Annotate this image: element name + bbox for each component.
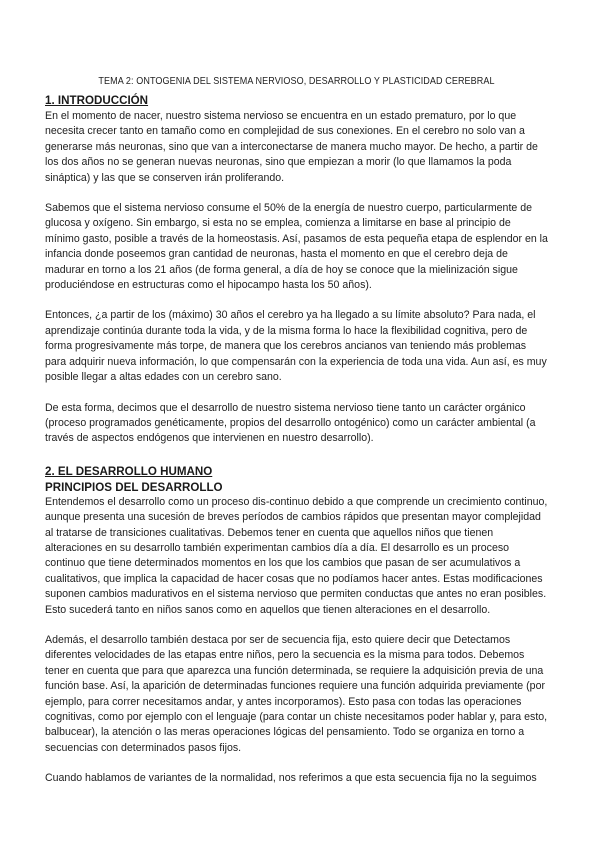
document-title: TEMA 2: ONTOGENIA DEL SISTEMA NERVIOSO, DESARROLLO Y PLASTICIDAD CEREBRAL [98,75,495,87]
paragraph: Además, el desarrollo también destaca por ser de secuencia fija, esto quiere decir que Detectamos diferentes velocidades de las etapas entre niños, pero la secuencia es la misma para todos. Debemos tener en cuenta que para que aparezca una función determinada, se requiere la adquisición previa de una función base. Así, la aparición de determinadas funciones requiere una función adquirida previamente (por ejemplo, para correr necesitamos andar, y antes incorporamos). Esto pasa con todas las operaciones cognitivas, como por ejemplo con el lenguaje (para contar un chiste necesitamos poder hablar y, para esto, balbucear), la atención o las meras operaciones lógicas del pensamiento. Todo se organiza en torno a secuencias con determinados pasos fijos. [45,633,548,754]
section-heading-desarrollo-humano: 2. EL DESARROLLO HUMANO [45,464,213,478]
subsection-heading-principios: PRINCIPIOS DEL DESARROLLO [45,480,223,494]
paragraph-gap [45,618,548,633]
paragraph-gap [45,386,548,401]
paragraph: Entendemos el desarrollo como un proceso dis-continuo debido a que comprende un crecimiento continuo, aunque presenta una sucesión de breves períodos de cambios rápidos que presentan mayor complejidad al tratarse de transiciones cualitativas. Debemos tener en cuenta que aquellos niños que tienen alteraciones en su desarrollo también experimentan cambios día a día. El desarrollo es un proceso continuo que tiene determinados momentos en los que los cambios que pasan de ser acumulativos a cualitativos, que implica la capacidad de hacer cosas que no podíamos hacer antes. Estas modificaciones suponen cambios madurativos en el sistema nervioso que permiten conductas que antes no eran posibles. Esto sucederá tanto en niños sanos como en aquellos que tienen alteraciones en el desarrollo. [45,495,548,616]
paragraph-gap [45,293,548,308]
paragraph: Entonces, ¿a partir de los (máximo) 30 años el cerebro ya ha llegado a su límite absoluto? Para nada, el aprendizaje continúa durante toda la vida, y de la misma forma lo hace la flexibilidad cognitiva, pero de forma progresivamente más torpe, de manera que los cerebros ancianos van teniendo más problemas para adquirir nueva información, lo que compensarán con la experiencia de toda una vida. Aun así, es muy posible llegar a altas edades con un cerebro sano. [45,309,547,384]
paragraph-gap [45,756,548,771]
paragraph: Sabemos que el sistema nervioso consume el 50% de la energía de nuestro cuerpo, particularmente de glucosa y oxígeno. Sin embargo, si esta no se emplea, comienza a limitarse en base al principio de mínimo gasto, posible a través de la homeostasis. Así, pasamos de esta pequeña etapa de esplendor en la infancia donde poseemos gran cantidad de neuronas, hasta el momento en que el cerebro deja de madurar en torno a los 21 años (de forma general, a día de hoy se conoce que la mielinización sigue produciéndose en estructuras como el hipocampo hasta los 50 años). [45,202,548,292]
paragraph: Cuando hablamos de variantes de la normalidad, nos referimos a que esta secuencia fija no la seguimos [45,772,537,785]
section-heading-introduccion: 1. INTRODUCCIÓN [45,94,149,107]
paragraph-gap [45,447,548,462]
paragraph: De esta forma, decimos que el desarrollo de nuestro sistema nervioso tiene tanto un carácter orgánico (proceso programados genéticamente, propios del desarrollo ontogénico) como un carácter ambiental (a través de aspectos endógenos que intervienen en nuestro desarrollo). [45,401,536,445]
paragraph: En el momento de nacer, nuestro sistema nervioso se encuentra en un estado prematuro, por lo que necesita crecer tanto en tamaño como en complejidad de sus conexiones. En el cerebro no solo van a generarse más neuronas, sino que van a interconectarse de manera mucho mayor. De hecho, a partir de los dos años no se generan nuevas neuronas, sino que empiezan a morir (lo que llamamos la poda sináptica) y las que se conserven irán proliferando. [45,110,538,184]
paragraph-gap [45,186,548,201]
